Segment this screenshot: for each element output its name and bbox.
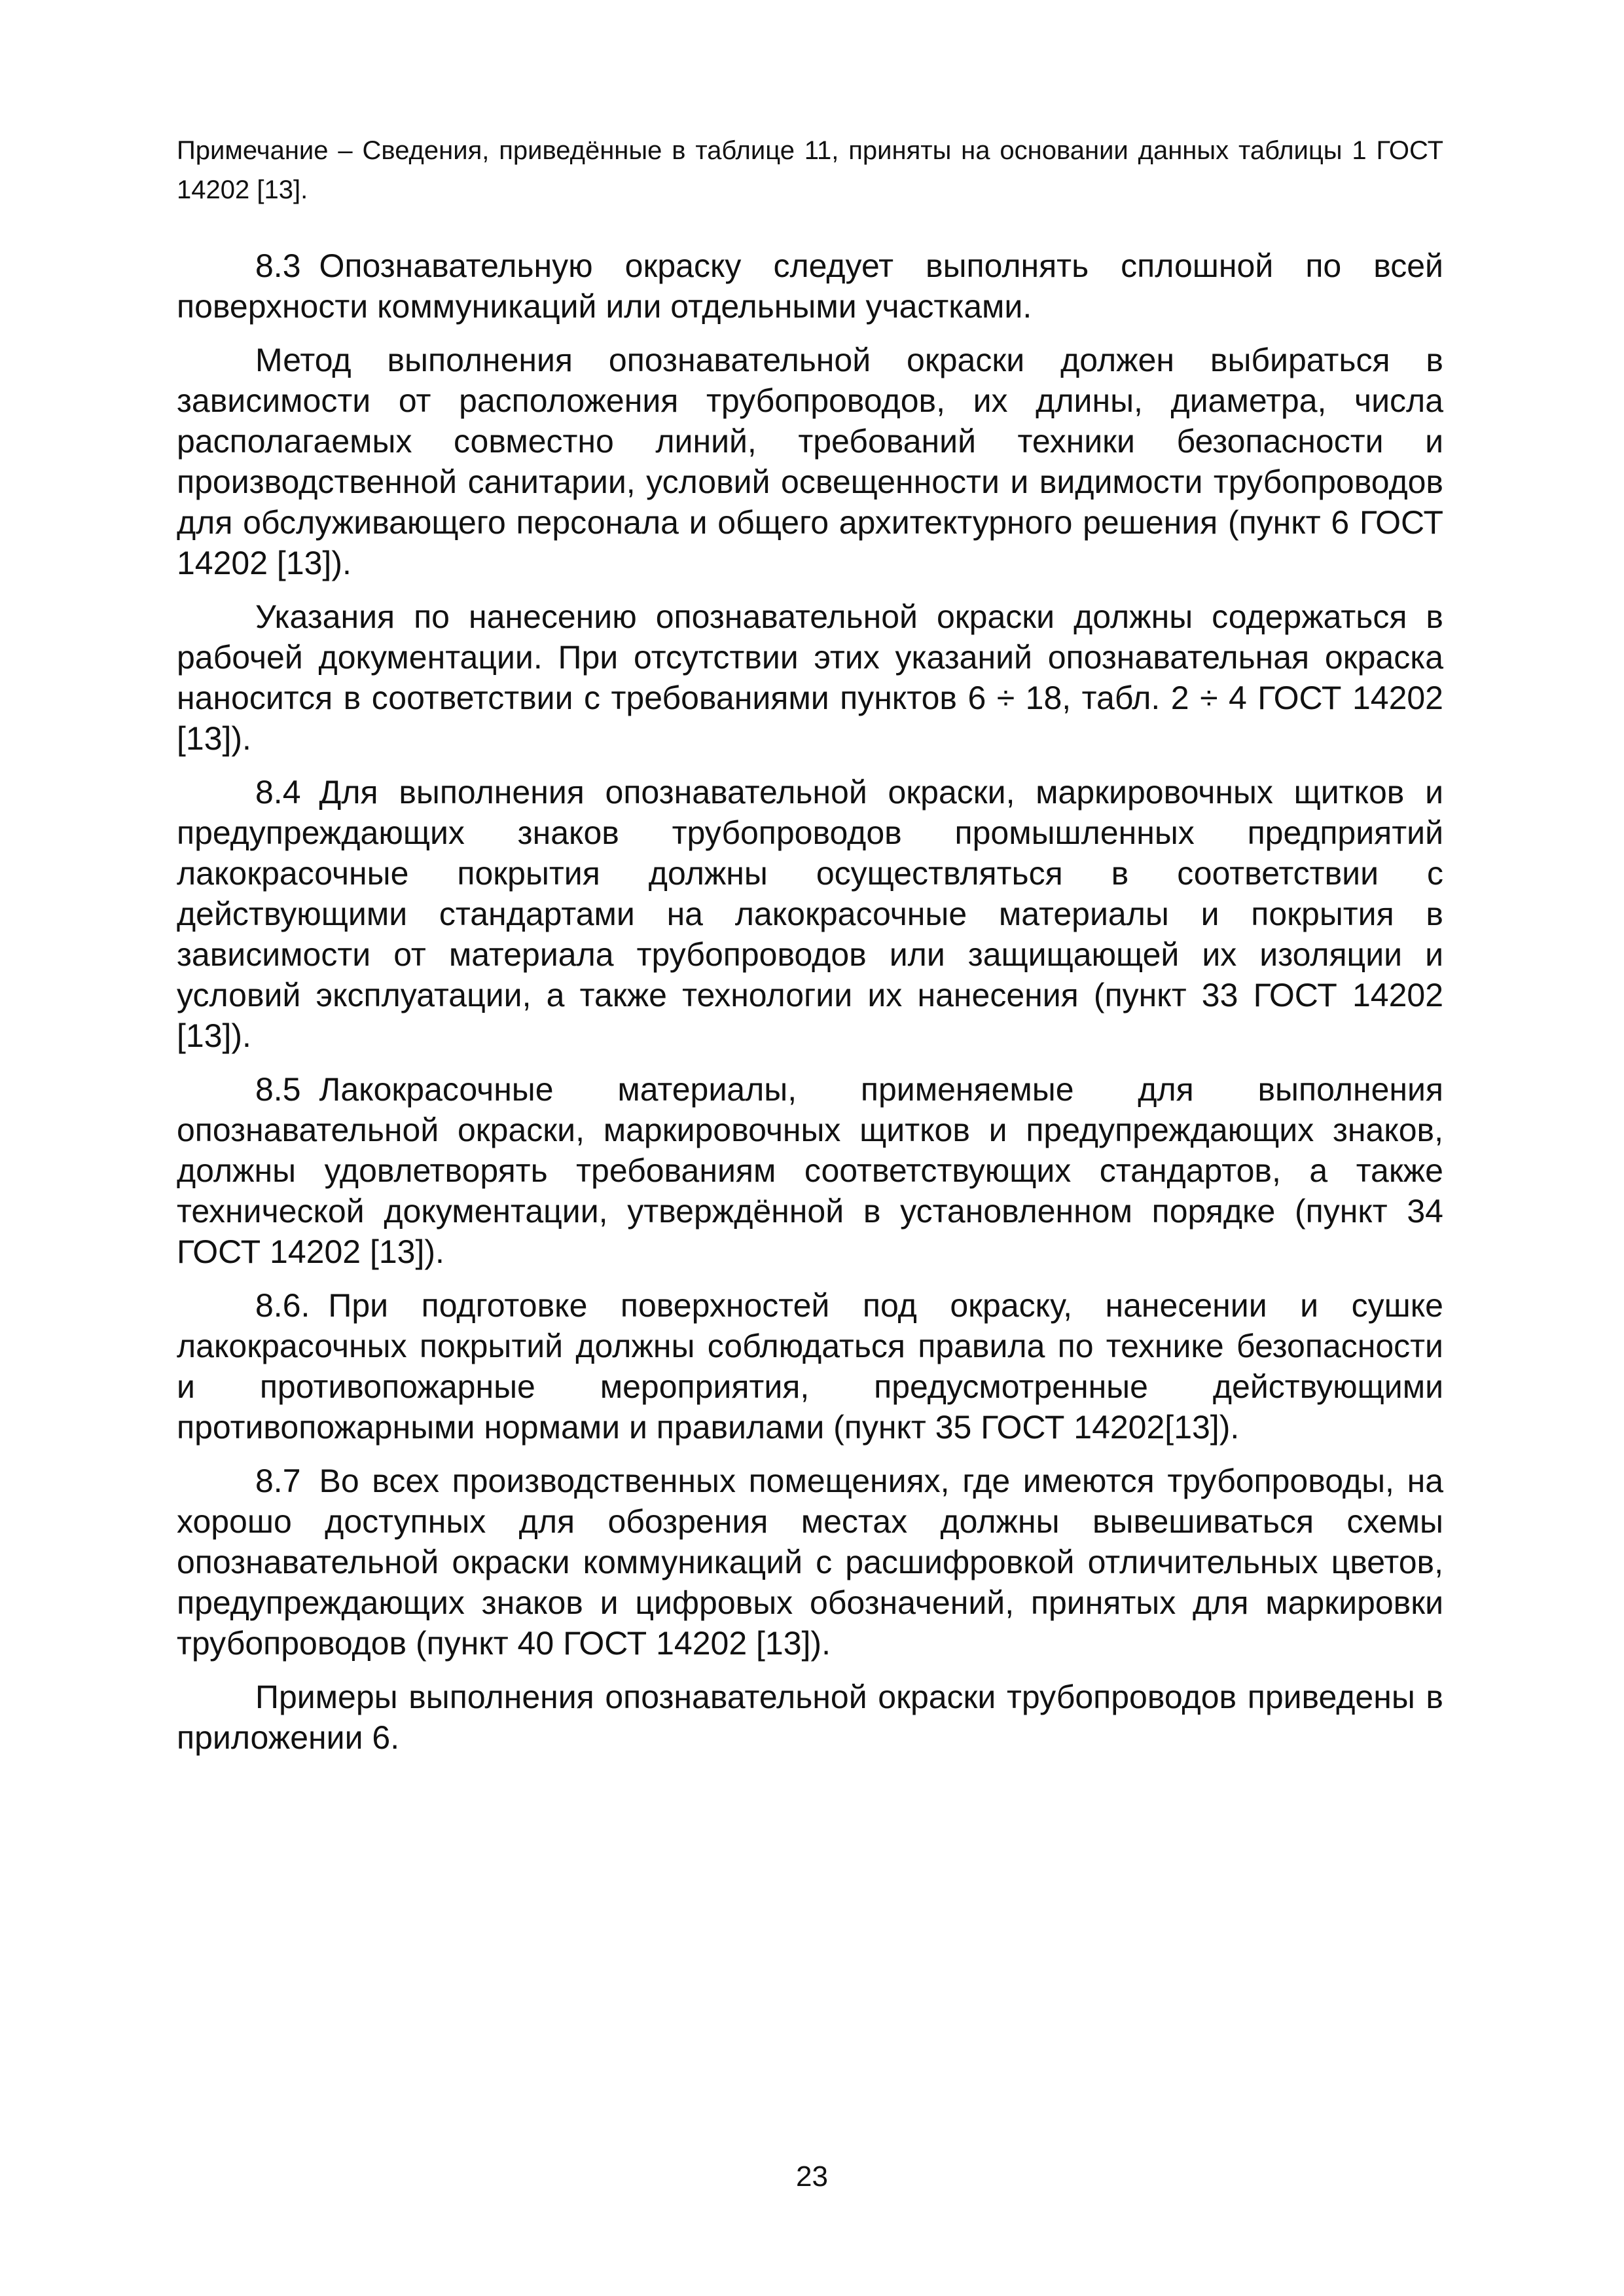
document-page: [177, 131, 1443, 1771]
section-text: Во всех производственных помещениях, где имеются трубопроводы, на хорошо доступных для обозрения местах должны вывешиваться схемы опознавательной окраски коммуникаций с расшифровкой отличительных цветов, предупреждающих знаков и цифровых обозначений, принятых для маркировки трубопроводов (пункт 40 ГОСТ 14202 [13]).: [177, 1463, 1443, 1662]
section-number: 8.7: [255, 1463, 301, 1499]
table-note: [177, 131, 1443, 210]
note-label: Примечание: [177, 136, 329, 165]
section-text: Лакокрасочные материалы, применяемые для выполнения опознавательной окраски, маркировочных щитков и предупреждающих знаков, должны удовлетворять требованиям соответствующих стандартов, а также технической документации, утверждённой в установленном порядке (пункт 34 ГОСТ 14202 [13]).: [177, 1071, 1443, 1270]
paragraph-text: Указания по нанесению опознавательной окраски должны содержаться в рабочей документации. При отсутствии этих указаний опознавательная окраска наносится в соответствии с требованиями пунктов 6 ÷ 18, табл. 2 ÷ 4 ГОСТ 14202 [13]).: [177, 598, 1443, 757]
section-text: При подготовке поверхностей под окраску, нанесении и сушке лакокрасочных покрытий должны соблюдаться правила по технике безопасности и противопожарные мероприятия, предусмотренные действующими противопожарными нормами и правилами (пункт 35 ГОСТ 14202[13]).: [177, 1287, 1443, 1446]
section-8-5: [177, 1069, 1443, 1272]
section-8-3: [177, 246, 1443, 327]
section-number: 8.5: [255, 1071, 301, 1108]
section-number: 8.6.: [255, 1287, 310, 1324]
paragraph-text: Метод выполнения опознавательной окраски должен выбираться в зависимости от расположения трубопроводов, их длины, диаметра, числа располагаемых совместно линий, требований техники безопасности и производственной санитарии, условий освещенности и видимости трубопроводов для обслуживающего персонала и общего архитектурного решения (пункт 6 ГОСТ 14202 [13]).: [177, 342, 1443, 581]
section-text: Для выполнения опознавательной окраски, маркировочных щитков и предупреждающих знаков трубопроводов промышленных предприятий лакокрасочные покрытия должны осуществляться в соответствии с действующими стандартами на лакокрасочные материалы и покрытия в зависимости от материала трубопроводов или защищающей их изоляции и условий эксплуатации, а также технологии их нанесения (пункт 33 ГОСТ 14202 [13]).: [177, 774, 1443, 1054]
section-text: Опознавательную окраску следует выполнять сплошной по всей поверхности коммуникаций или отдельными участками.: [177, 247, 1443, 325]
section-8-4: [177, 772, 1443, 1056]
paragraph-text: Примеры выполнения опознавательной окраски трубопроводов приведены в приложении 6.: [177, 1679, 1443, 1756]
note-text: Сведения, приведённые в таблице 11, приняты на основании данных таблицы 1 ГОСТ 14202 [13].: [177, 136, 1444, 204]
page-number: 23: [796, 2160, 828, 2193]
section-number: 8.4: [255, 774, 301, 811]
section-number: 8.3: [255, 247, 301, 284]
section-8-6: [177, 1285, 1443, 1448]
paragraph-instructions: [177, 596, 1443, 759]
paragraph-method: [177, 340, 1443, 583]
paragraph-examples: [177, 1677, 1443, 1758]
section-8-7: [177, 1461, 1443, 1664]
note-dash: –: [338, 136, 353, 165]
